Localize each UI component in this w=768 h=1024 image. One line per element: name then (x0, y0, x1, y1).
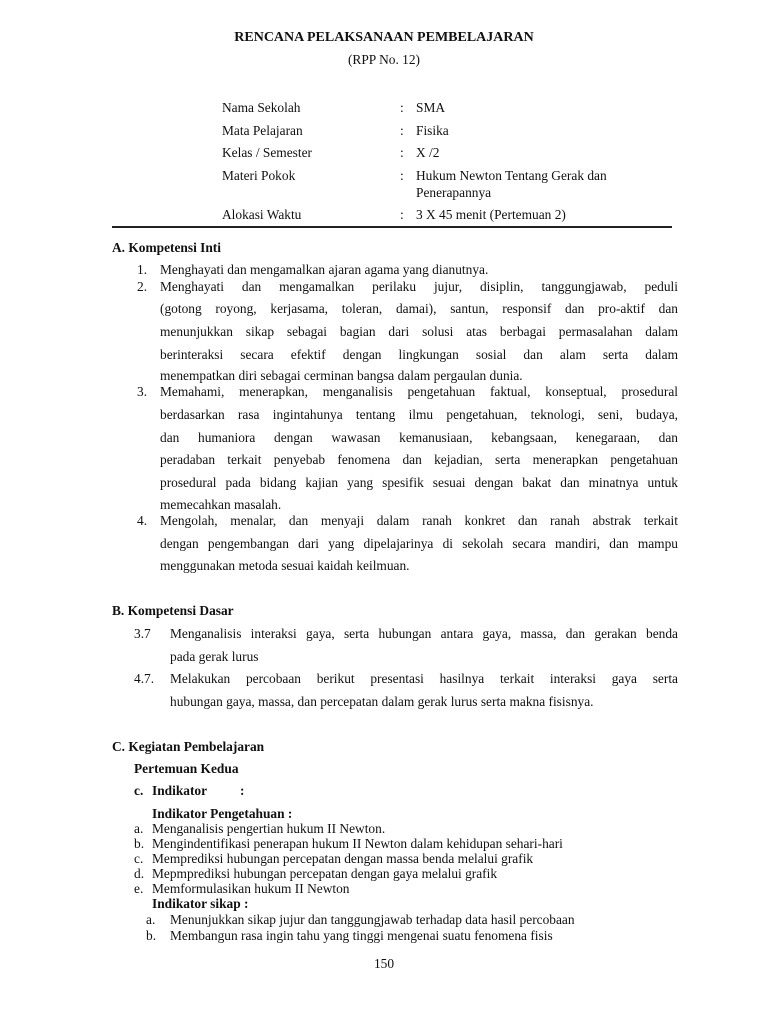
identity-separator: : (400, 168, 404, 183)
list-line: prosedural pada bidang kajian yang spesifik sesuai dengan bakat dan minatnya untuk (160, 475, 678, 490)
list-line: Mengolah, menalar, dan menyaji dalam ranah konkret dan ranah abstrak terkait (160, 513, 678, 528)
identity-label: Alokasi Waktu (222, 207, 302, 222)
list-line: menunjukkan sikap sebagai bagian dari solusi atas berbagai permasalahan dalam (160, 324, 678, 339)
page-number: 150 (373, 956, 395, 971)
list-line: dengan pengembangan dari yang dipelajarinya di sekolah secara mandiri, dan mampu (160, 536, 678, 551)
list-line: peradaban terkait penyebab fenomena dan kejadian, serta menerapkan pengetahuan (160, 452, 678, 467)
list-line: Menghayati dan mengamalkan perilaku jujur, disiplin, tanggungjawab, peduli (160, 279, 678, 294)
list-line: menggunakan metoda sesuai kaidah keilmuan. (160, 558, 410, 573)
list-item: Memprediksi hubungan percepatan dengan massa benda melalui grafik (152, 851, 534, 866)
list-item: Membangun rasa ingin tahu yang tinggi mengenai suatu fenomena fisis (170, 928, 553, 943)
list-number: 2. (137, 279, 148, 294)
identity-value: Hukum Newton Tentang Gerak dan (416, 168, 607, 183)
list-number: 4.7. (134, 671, 155, 686)
list-number: 3.7 (134, 626, 151, 641)
list-line: Memahami, menerapkan, menganalisis pengetahuan faktual, konseptual, prosedural (160, 384, 678, 399)
identity-label: Mata Pelajaran (222, 123, 303, 138)
section-heading: C. Kegiatan Pembelajaran (112, 739, 265, 754)
list-letter: d. (134, 866, 145, 881)
indicator-letter: c. (134, 783, 144, 798)
list-letter: b. (134, 836, 145, 851)
list-line: Menganalisis interaksi gaya, serta hubungan antara gaya, massa, dan gerakan benda (170, 626, 678, 641)
document-subtitle: (RPP No. 12) (347, 52, 421, 67)
list-line: Menghayati dan mengamalkan ajaran agama yang dianutnya. (160, 262, 489, 277)
list-line: berdasarkan rasa ingintahunya tentang ilmu pengetahuan, teknologi, seni, budaya, (160, 407, 678, 422)
identity-value-continued: Penerapannya (416, 185, 492, 200)
list-number: 4. (137, 513, 148, 528)
knowledge-indicator-heading: Indikator Pengetahuan : (152, 806, 293, 821)
list-number: 1. (137, 262, 148, 277)
document-title: RENCANA PELAKSANAAN PEMBELAJARAN (234, 30, 534, 45)
list-item: Menganalisis pengertian hukum II Newton. (152, 821, 386, 836)
identity-value: 3 X 45 menit (Pertemuan 2) (416, 207, 566, 222)
list-line: berinteraksi secara efektif dengan lingkungan sosial dan alam serta dalam (160, 347, 678, 362)
list-line: Melakukan percobaan berikut presentasi hasilnya terkait interaksi gaya serta (170, 671, 678, 686)
indicator-colon: : (240, 783, 245, 798)
list-letter: a. (134, 821, 144, 836)
identity-value: X /2 (416, 145, 440, 160)
attitude-indicator-heading: Indikator sikap : (152, 896, 249, 911)
identity-label: Materi Pokok (222, 168, 296, 183)
list-line: memecahkan masalah. (160, 497, 282, 512)
identity-separator: : (400, 145, 404, 160)
identity-label: Nama Sekolah (222, 100, 301, 115)
meeting-title: Pertemuan Kedua (134, 761, 239, 776)
list-item: Memformulasikan hukum II Newton (152, 881, 350, 896)
list-letter: e. (134, 881, 144, 896)
list-line: pada gerak lurus (170, 649, 259, 664)
list-line: (gotong royong, kerjasama, toleran, damai), santun, responsif dan pro-aktif dan (160, 301, 678, 316)
list-line: dan humaniora dengan wawasan kemanusiaan, kebangsaan, kenegaraan, dan (160, 430, 678, 445)
identity-value: Fisika (416, 123, 449, 138)
list-line: hubungan gaya, massa, dan percepatan dalam gerak lurus serta makna fisisnya. (170, 694, 594, 709)
identity-value: SMA (416, 100, 446, 115)
identity-separator: : (400, 123, 404, 138)
header-divider (112, 226, 672, 228)
list-letter: b. (146, 928, 157, 943)
list-letter: c. (134, 851, 144, 866)
list-letter: a. (146, 912, 156, 927)
list-item: Menunjukkan sikap jujur dan tanggungjawab terhadap data hasil percobaan (170, 912, 575, 927)
identity-label: Kelas / Semester (222, 145, 312, 160)
identity-separator: : (400, 100, 404, 115)
identity-separator: : (400, 207, 404, 222)
section-heading: B. Kompetensi Dasar (112, 603, 234, 618)
section-heading: A. Kompetensi Inti (112, 240, 221, 255)
list-line: menempatkan diri sebagai cerminan bangsa dalam pergaulan dunia. (160, 368, 523, 383)
indicator-label: Indikator (152, 783, 208, 798)
list-item: Mengindentifikasi penerapan hukum II Newton dalam kehidupan sehari-hari (152, 836, 563, 851)
list-number: 3. (137, 384, 148, 399)
list-item: Mepmprediksi hubungan percepatan dengan gaya melalui grafik (152, 866, 498, 881)
